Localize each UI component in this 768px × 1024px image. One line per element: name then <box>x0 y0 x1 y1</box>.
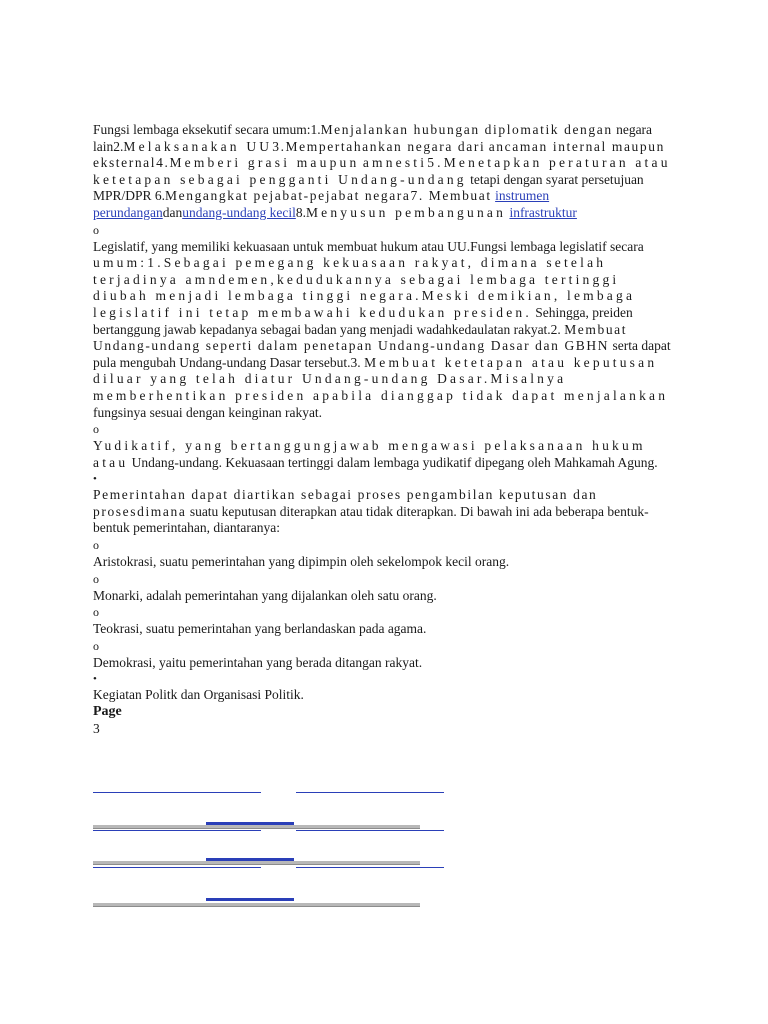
paragraph-kegiatan-politik: Kegiatan Politk dan Organisasi Politik. <box>93 687 304 703</box>
horizontal-rule <box>93 903 420 907</box>
list-marker-o: o <box>93 538 99 553</box>
list-item-teokrasi: Teokrasi, suatu pemerintahan yang berlandaskan pada agama. <box>93 621 427 637</box>
text: fungsinya sesuai dengan keinginan rakyat. <box>93 404 323 420</box>
horizontal-rule <box>93 861 420 865</box>
text: dan <box>162 204 183 220</box>
text: Memberi grasi maupun <box>169 155 360 171</box>
link-underline[interactable] <box>296 867 444 868</box>
text: Fungsi lembaga eksekutif secara umum:1. <box>93 122 321 137</box>
list-marker-o: o <box>93 422 99 437</box>
text: Melaksanakan UU <box>123 138 273 154</box>
link-instrumen-perundangan[interactable]: instrumen perundangan <box>93 188 550 220</box>
text: tetapi dengan syarat persetujuan MPR/DPR 6. <box>93 171 644 204</box>
list-marker-o: o <box>93 605 99 620</box>
text: Pemerintahan dapat diartikan sebagai proses pengambilan keputusan dan prosesdimana <box>93 487 598 519</box>
link-underline[interactable] <box>93 830 261 831</box>
link-underline[interactable] <box>296 792 444 793</box>
text: Yudikatif, yang bertanggungjawab mengawasi pelaksanaan hukum atau <box>93 438 646 470</box>
text: Legislatif, yang memiliki kekuasaan untuk membuat hukum atau UU.Fungsi lembaga legislatif secara <box>93 238 644 254</box>
list-marker-o: o <box>93 222 99 237</box>
text: Menjalankan hubungan diplomatik dengan <box>320 122 613 137</box>
link-underline[interactable] <box>206 898 294 901</box>
list-item-demokrasi: Demokrasi, yaitu pemerintahan yang berada ditangan rakyat. <box>93 654 423 670</box>
page-label: Page <box>93 704 122 720</box>
horizontal-rule <box>93 825 420 829</box>
link-underline[interactable] <box>93 867 261 868</box>
text: umum:1.Sebagai pemegang kekuasaan rakyat, dimana setelah terjadinya amndemen,kedudukannya sebagai lembaga tertinggi diubah menjadi lembaga tinggi negara.Meski demikian, lembaga legislatif ini tetap membawahi kedudukan presiden. <box>93 255 636 320</box>
text: Membuat ketetapan atau keputusan diluar yang telah diatur Undang-undang Dasar.Misalnya memberhentikan presiden apabila dianggap tidak dapat menjalankan <box>93 354 669 403</box>
text: Mengangkat pejabat-pejabat negara7. Membuat <box>165 188 492 204</box>
list-marker-o: o <box>93 571 99 586</box>
text: Sehingga, preiden bertanggung jawab kepadanya sebagai badan yang menjadi wadahkedaulatan rakyat.2. <box>93 304 633 337</box>
list-marker-o: o <box>93 638 99 653</box>
page-number: 3 <box>93 720 100 736</box>
text: 8. <box>295 204 306 220</box>
link-infrastruktur[interactable]: infrastruktur <box>509 204 577 220</box>
text: serta dapat pula mengubah Undang-undang Dasar tersebut.3. <box>93 338 671 370</box>
text: Membuat Undang-undang seperti dalam penetapan Undang-undang Dasar dan GBHN <box>93 321 628 354</box>
list-item-monarki: Monarki, adalah pemerintahan yang dijalankan oleh satu orang. <box>93 587 437 603</box>
paragraph-eksekutif <box>93 122 681 222</box>
text: 3.Mempertahankan negara dari <box>272 138 486 154</box>
text: Menyusun pembangunan <box>305 204 507 220</box>
paragraph-yudikatif <box>93 438 681 471</box>
link-underline[interactable] <box>296 830 444 831</box>
list-item-aristokrasi: Aristokrasi, suatu pemerintahan yang dipimpin oleh sekelompok kecil orang. <box>93 554 510 570</box>
text: amnesti5.Menetapkan peraturan atau ketetapan sebagai pengganti Undang-undang <box>93 155 671 187</box>
text: Undang-undang. Kekuasaan tertinggi dalam lembaga yudikatif dipegang oleh Mahkamah Agung. <box>131 454 658 470</box>
document-body <box>93 122 681 737</box>
paragraph-legislatif <box>93 239 681 422</box>
link-undang-undang-kecil[interactable]: undang-undang kecil <box>182 204 296 220</box>
link-underline[interactable] <box>93 792 261 793</box>
text: suatu keputusan diterapkan atau tidak diterapkan. Di bawah ini ada beberapa bentuk-bentuk pemerintahan, diantaranya: <box>93 503 649 536</box>
text: negara lain2. <box>93 122 653 154</box>
bullet-icon: • <box>93 673 97 686</box>
bullet-icon: • <box>93 473 97 486</box>
text: ancaman internal maupun eksternal4. <box>93 138 665 171</box>
paragraph-pemerintahan <box>93 487 681 537</box>
